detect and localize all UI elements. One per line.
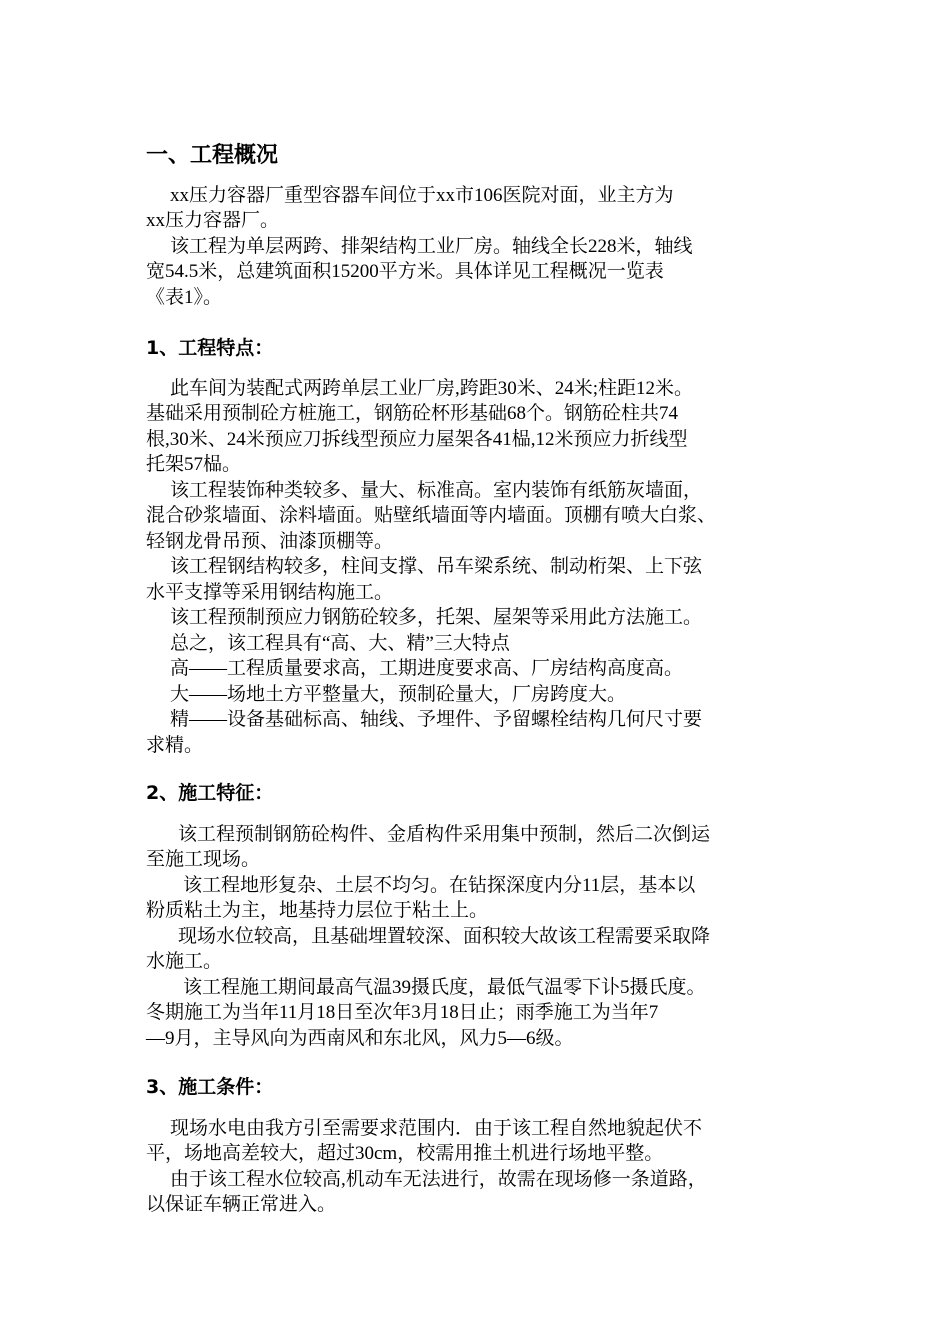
section1-line: 大——场地土方平整量大，预制砼量大，厂房跨度大。 [170, 684, 627, 705]
section1-line: 该工程装饰种类较多、量大、标准高。室内装饰有纸筋灰墙面， [170, 480, 703, 501]
section2-line: 粉质粘土为主，地基持力层位于粘土上。 [146, 900, 489, 921]
overview-line: 该工程为单层两跨、排架结构工业厂房。轴线全长228米，轴线 [170, 236, 693, 257]
section1-line: 求精。 [146, 735, 204, 756]
section1-line: 轻钢龙骨吊预、油漆顶棚等。 [146, 531, 394, 552]
section2-line: 至施工现场。 [146, 849, 261, 870]
section1-line: 水平支撑等采用钢结构施工。 [146, 582, 394, 603]
section2-line: 冬期施工为当年11月18日至次年3月18日止；雨季施工为当年7 [146, 1002, 659, 1023]
section2-line: 该工程施工期间最高气温39摄氏度，最低气温零下讣5摄氏度。 [183, 977, 706, 998]
section1-line: 此车间为装配式两跨单层工业厂房,跨距30米、24米;柱距12米。 [170, 378, 694, 399]
section3-heading: 3、施工条件： [146, 1076, 274, 1098]
section3-line: 现场水电由我方引至需要求范围内．由于该工程自然地貌起伏不 [170, 1118, 703, 1139]
section2-line: 该工程地形复杂、土层不均匀。在钻探深度内分11层，基本以 [183, 875, 696, 896]
section3-line: 平，场地高差较大，超过30cm，校需用推土机进行场地平整。 [146, 1143, 664, 1164]
section2-line: 该工程预制钢筋砼构件、金盾构件采用集中预制，然后二次倒运 [178, 824, 711, 845]
section1-heading: 1、工程特点： [146, 337, 274, 359]
section1-line: 混合砂浆墙面、涂料墙面。贴壁纸墙面等内墙面。顶棚有喷大白浆、 [146, 505, 717, 526]
section1-line: 根,30米、24米预应刀拆线型预应力屋架各41榀,12米预应力折线型 [146, 429, 688, 450]
section2-line: 现场水位较高，且基础埋置较深、面积较大故该工程需要采取降 [178, 926, 711, 947]
section1-line: 高——工程质量要求高，工期进度要求高、厂房结构高度高。 [170, 658, 684, 679]
main-heading: 一、工程概况 [146, 143, 279, 168]
section1-line: 该工程预制预应力钢筋砼较多，托架、屋架等采用此方法施工。 [170, 607, 703, 628]
section2-line: —9月，主导风向为西南风和东北风，风力5—6级。 [146, 1028, 574, 1049]
section3-line: 由于该工程水位较高,机动车无法进行，故需在现场修一条道路， [170, 1169, 707, 1190]
section1-line: 该工程钢结构较多，柱间支撑、吊车梁系统、制动桁架、上下弦 [170, 556, 703, 577]
overview-line: 《表1》。 [146, 287, 223, 308]
overview-line: xx压力容器厂重型容器车间位于xx市106医院对面，业主方为 [170, 185, 674, 206]
section2-line: 水施工。 [146, 951, 223, 972]
section1-line: 基础采用预制砼方桩施工，钢筋砼杯形基础68个。钢筋砼柱共74 [146, 403, 679, 424]
overview-line: 宽54.5米，总建筑面积15200平方米。具体详见工程概况一览表 [146, 261, 664, 282]
section1-line: 总之，该工程具有“高、大、精”三大特点 [170, 633, 510, 654]
overview-line: xx压力容器厂。 [146, 210, 280, 231]
section1-line: 托架57榀。 [146, 454, 242, 475]
section1-line: 精——设备基础标高、轴线、予埋件、予留螺栓结构几何尺寸要 [170, 709, 703, 730]
section2-heading: 2、施工特征： [146, 782, 274, 804]
section3-line: 以保证车辆正常进入。 [146, 1194, 337, 1215]
